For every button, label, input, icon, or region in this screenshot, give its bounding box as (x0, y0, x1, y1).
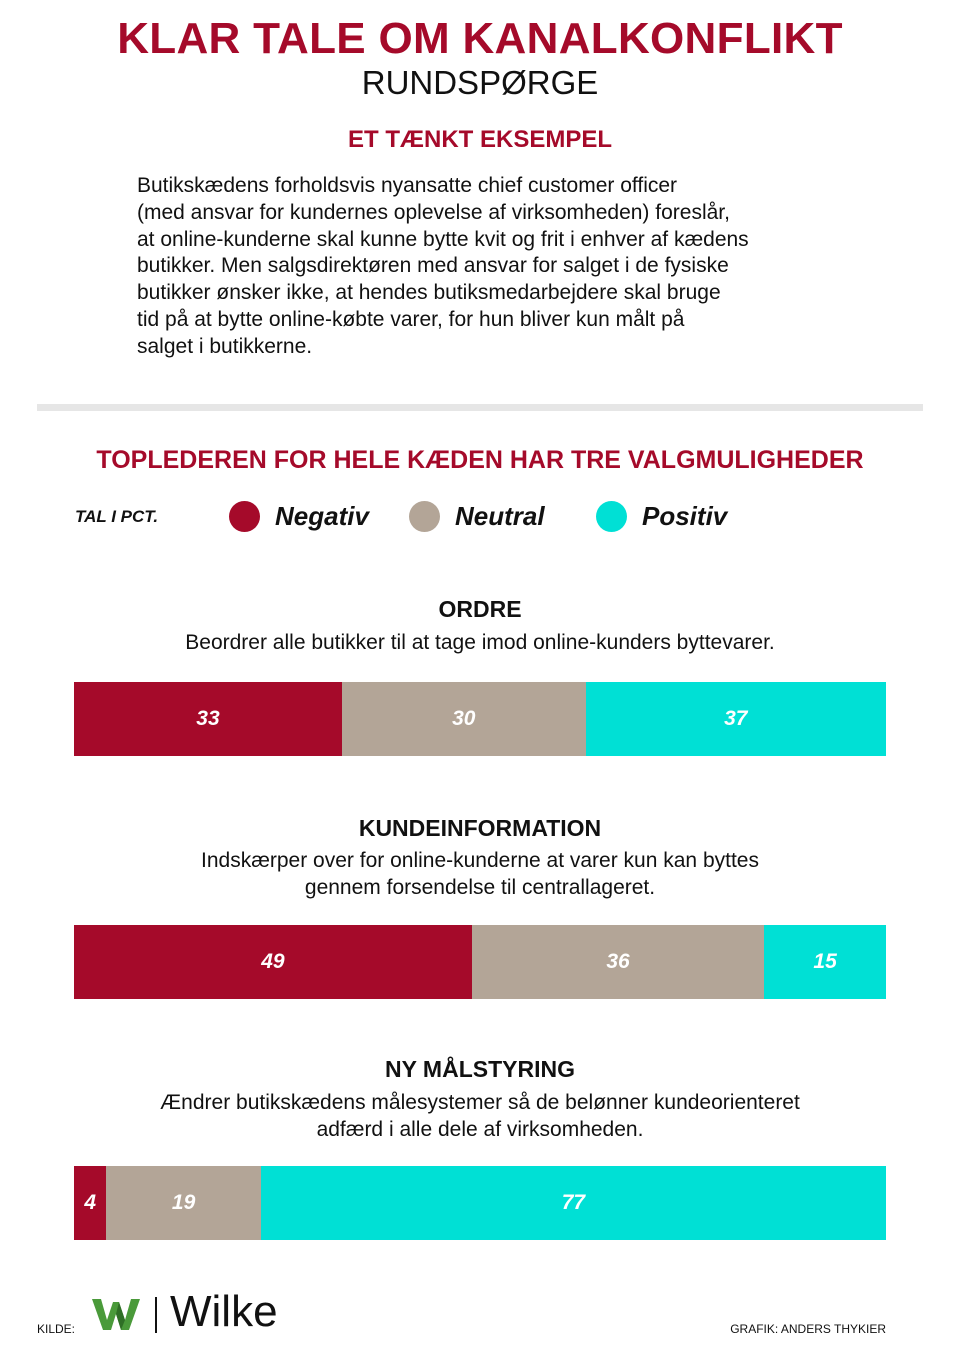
legend-label-neutral: Neutral (455, 501, 545, 531)
page-title: KLAR TALE OM KANALKONFLIKT (117, 14, 843, 63)
stacked-bar-ny-maalstyring (74, 1166, 886, 1240)
example-line: Butikskædens forholdsvis nyansatte chief customer officer (137, 174, 678, 197)
stacked-bar-kundeinformation (74, 925, 886, 999)
example-line: butikker ønsker ikke, at hendes butiksmedarbejdere skal bruge (137, 281, 721, 305)
question-desc-ordre (0, 629, 960, 656)
question-desc-ny-maalstyring (0, 1089, 960, 1143)
unit-label: TAL I PCT. (75, 507, 159, 526)
question-desc-line: Beordrer alle butikker til at tage imod online-kunders byttevarer. (185, 631, 775, 654)
data-label-neutral: 36 (606, 950, 630, 973)
question-desc-line: gennem forsendelse til centrallageret. (304, 876, 656, 899)
example-heading: ET TÆNKT EKSEMPEL (347, 126, 612, 153)
data-label-positiv: 15 (813, 950, 837, 973)
data-label-positiv: 77 (561, 1191, 586, 1214)
question-desc-line: Ændrer butikskædens målesystemer så de belønner kundeorienteret (160, 1091, 800, 1114)
question-desc-line: Indskærper over for online-kunderne at varer kun kan byttes (201, 849, 759, 872)
graphic-credit: GRAFIK: ANDERS THYKIER (730, 1322, 886, 1336)
question-title-ny-maalstyring: NY MÅLSTYRING (385, 1056, 575, 1082)
stacked-bar-ordre (74, 682, 886, 756)
example-line: salget i butikkerne. (137, 334, 313, 358)
wilke-logo-icon (90, 1296, 142, 1332)
data-label-neutral: 19 (171, 1191, 196, 1214)
legend-swatch-neutral (409, 501, 440, 532)
data-label-negativ: 4 (84, 1191, 97, 1214)
question-title-kundeinformation: KUNDEINFORMATION (358, 815, 602, 841)
data-label-positiv: 37 (724, 707, 748, 730)
legend-label-negativ: Negativ (275, 501, 369, 531)
chart-legend (229, 499, 829, 535)
logo-separator (155, 1297, 157, 1333)
example-line: (med ansvar for kundernes oplevelse af virksomheden) foreslår, (137, 200, 730, 224)
legend-swatch-positiv (596, 501, 627, 532)
example-line: at online-kunderne skal kunne bytte kvit og frit i enhver af kædens (137, 227, 749, 251)
example-line: tid på at bytte online-købte varer, for hun bliver kun målt på (137, 307, 685, 331)
data-label-negativ: 49 (261, 950, 285, 973)
section-divider (37, 404, 923, 411)
question-desc-line: adfærd i alle dele af virksomheden. (316, 1118, 644, 1141)
logo-text: Wilke (170, 1287, 278, 1336)
data-label-negativ: 33 (196, 707, 220, 730)
source-label: KILDE: (37, 1322, 76, 1336)
question-title-ordre: ORDRE (438, 596, 522, 622)
page-subtitle: RUNDSPØRGE (361, 64, 599, 101)
example-line: butikker. Men salgsdirektøren med ansvar for salget i de fysiske (137, 254, 729, 278)
question-desc-kundeinformation (0, 847, 960, 901)
chart-heading: TOPLEDEREN FOR HELE KÆDEN HAR TRE VALGMULIGHEDER (96, 446, 864, 474)
data-label-neutral: 30 (452, 707, 476, 730)
legend-swatch-negativ (229, 501, 260, 532)
example-text (137, 173, 837, 361)
legend-label-positiv: Positiv (642, 501, 728, 531)
